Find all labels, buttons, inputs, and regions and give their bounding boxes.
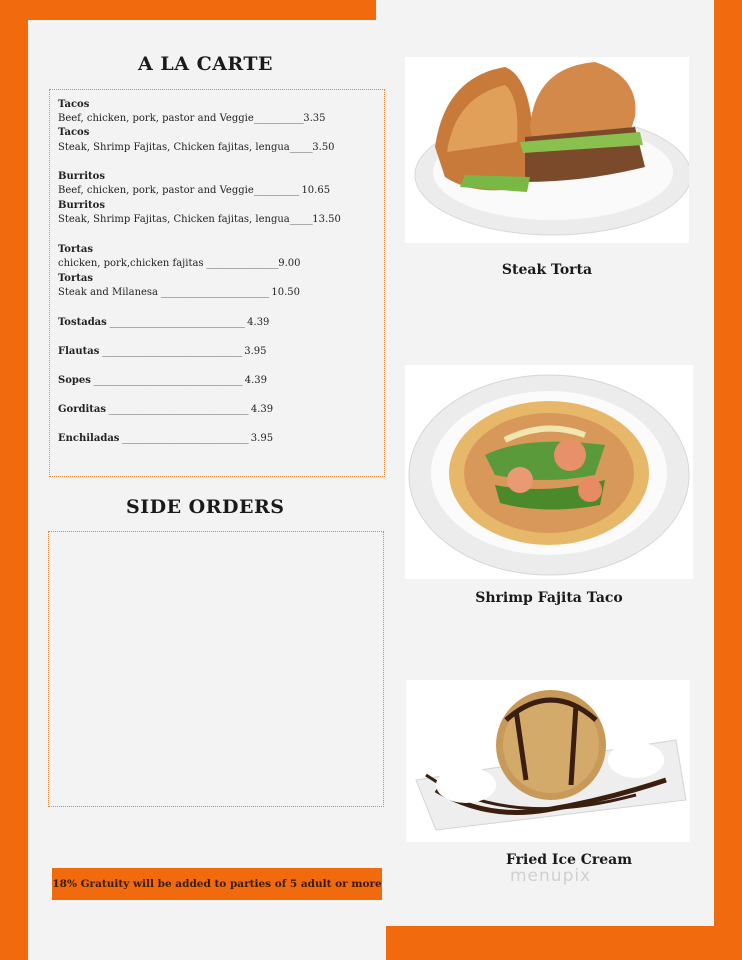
entry-heading: Tortas [58,244,93,255]
menu-panel-top-extension [376,0,714,20]
side-orders-box [48,531,384,807]
a-la-carte-title: A LA CARTE [138,53,274,75]
photo-caption: Steak Torta [501,262,593,278]
left-orange-border [0,0,28,960]
watermark: menupix [510,866,592,886]
single-item: Gorditas _______________________________ 4.39 [58,404,274,415]
single-item: Flautas _______________________________ 3.95 [58,346,267,357]
entry-line: chicken, pork,chicken fajitas ________________9.00 [58,258,301,269]
single-item: Enchiladas ____________________________ 3.95 [58,433,274,444]
entry-heading: Burritos [58,171,105,182]
entry-heading: Tacos [58,127,90,138]
photo-caption: Shrimp Fajita Taco [475,590,623,606]
entry-heading: Tacos [58,99,90,110]
fried-ice-cream-photo [406,680,690,842]
single-item: Sopes _________________________________ 4.39 [58,375,268,386]
sandwich-photo-icon [405,57,689,243]
gratuity-notice: 18% Gratuity will be added to parties of 5 adult or more [52,868,382,900]
top-orange-border [0,0,376,20]
entry-line: Steak, Shrimp Fajitas, Chicken fajitas, lengua_____3.50 [58,142,335,153]
steak-torta-photo [405,57,689,243]
menu-panel-bottom-extension [28,926,386,960]
entry-heading: Burritos [58,200,105,211]
entry-line: Steak and Milanesa ________________________ 10.50 [58,287,301,298]
shrimp-taco-photo [405,365,693,579]
entry-line: Steak, Shrimp Fajitas, Chicken fajitas, lengua_____13.50 [58,214,341,225]
entry-heading: Tortas [58,273,93,284]
single-item: Tostadas ______________________________ 4.39 [58,317,270,328]
right-orange-border [714,0,742,960]
photo-caption: Fried Ice Cream [505,852,633,868]
taco-photo-icon [405,365,693,579]
entry-line: Beef, chicken, pork, pastor and Veggie__________ 10.65 [58,185,331,196]
side-orders-title: SIDE ORDERS [126,496,285,518]
bottom-orange-border [386,926,742,960]
entry-line: Beef, chicken, pork, pastor and Veggie___________3.35 [58,113,326,124]
dessert-photo-icon [406,680,690,842]
